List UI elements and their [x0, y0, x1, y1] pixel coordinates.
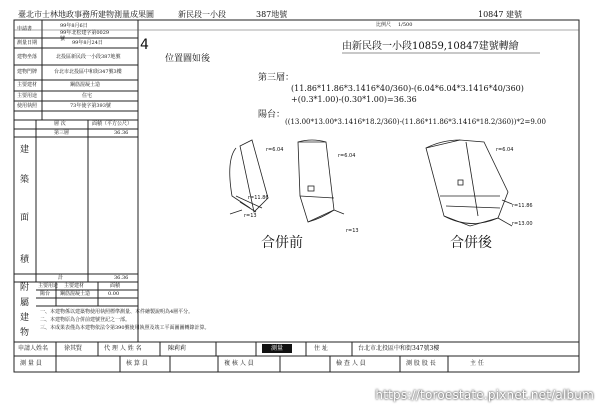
row-label-survey-date: 測量日期	[17, 40, 38, 46]
floor-formula-line-2: +(0.3*1.00)-(0.30*1.00)=36.36	[291, 95, 417, 104]
attached-header-area: 面積	[110, 283, 121, 289]
reviewer-label: 複 核 人 員	[224, 360, 254, 367]
dim-label-7: r=11.86	[512, 203, 533, 209]
attached-label-1: 附	[20, 283, 30, 293]
attached-label-3: 建	[20, 313, 30, 323]
row-label-application: 申請書	[17, 26, 33, 32]
land-number: 387地號	[256, 10, 288, 19]
dim-label-5: r=13	[346, 228, 359, 234]
row-value-material: 鋼筋混凝土造	[70, 82, 101, 88]
row-value-address: 台北市北投區中和街347號3樓	[54, 69, 122, 75]
after-dim-box	[458, 180, 463, 185]
attached-row-area: 0.00	[108, 291, 120, 297]
after-divider	[466, 142, 478, 216]
checker-label: 核 算 員	[126, 360, 148, 367]
vertical-label-building-2: 築	[20, 175, 30, 185]
floor-name: 第三層	[54, 130, 70, 136]
agent-label: 代 理 人 姓 名	[104, 345, 142, 352]
after-arc-bottom	[444, 216, 498, 224]
vertical-label-building-1: 建	[20, 145, 30, 155]
note-3: 三、本成果表僅為本建物依法令第390號使用執照及竣工平面圖圖轉錄計算。	[40, 325, 210, 331]
dim-label-6: r=11.86	[248, 195, 269, 201]
position-note: 位置圖如後	[165, 54, 211, 64]
section-name: 新民段一小段	[178, 10, 226, 19]
row-label-location: 建物坐落	[17, 54, 38, 60]
row-value-usage: 住宅	[82, 93, 93, 99]
before-hatch-3	[300, 196, 334, 198]
dim-label-8: r=13.00	[512, 221, 533, 227]
balcony-formula: ((13.00*13.00*3.1416*18.2/360)-(11.86*11.86*3.1416*18.2/360))*2=9.00	[285, 118, 546, 126]
attached-label-2: 屬	[20, 298, 30, 308]
after-label: 合併後	[450, 235, 492, 251]
row-label-address: 建物門牌	[17, 69, 38, 75]
row-label-material: 主要建材	[17, 82, 38, 88]
note-1: 一、本建物係以建築物使用執照標準測量、本件繪製說明為4層平分。	[40, 309, 194, 315]
building-number: 10847 建號	[478, 10, 522, 19]
dim-label-4: r=13	[244, 213, 257, 219]
inspector-label: 檢 查 人 員	[336, 360, 366, 367]
leader-1	[230, 210, 242, 214]
surveyor-label: 測 量 員	[20, 360, 42, 367]
floor-formula-label: 第三層：	[258, 73, 295, 83]
total-label: 計	[58, 275, 64, 281]
before-label: 合併前	[261, 235, 303, 251]
leader-3	[498, 218, 512, 226]
vertical-label-building-4: 積	[20, 255, 30, 265]
attached-header-use: 主要用途	[38, 283, 59, 289]
total-value: 36.36	[114, 275, 129, 281]
row-value-location: 北投區新民段一小段387地號	[56, 54, 121, 60]
before-sector-left	[240, 140, 268, 212]
area-header-floor: 層 次	[54, 121, 66, 127]
after-hatch-2	[446, 206, 500, 208]
attached-row-use: 陽台	[40, 291, 51, 297]
attached-row-material: 鋼筋混凝土造	[60, 291, 91, 297]
agent-value: 陳莉莉	[168, 345, 187, 352]
document-title: 臺北市士林地政事務所建物測量成果圖	[18, 10, 154, 19]
attached-header-material: 主要建材	[64, 283, 85, 289]
address-value: 台北市北投區中和街347號3樓	[358, 345, 440, 352]
applicant-label: 申請人姓名	[18, 345, 49, 352]
dim-label-3: r=6.04	[496, 147, 514, 153]
survey-stamp: 測量	[262, 344, 292, 353]
row-value-license: 73年使字第393號	[70, 103, 111, 109]
row-value-application: 99年8月6日 99年北松建字第0029 號	[60, 23, 110, 42]
row-label-license: 使用執照	[17, 103, 38, 109]
page-number: 4	[140, 37, 149, 53]
drawing-heading: 由新民段一小段10859,10847建號轉繪	[342, 41, 519, 52]
floor-area: 36.36	[114, 130, 129, 136]
watermark: https://toroestate.pixnet.net/album	[375, 388, 594, 402]
floor-formula-line-1: (11.86*11.86*3.1416*40/360)-(6.04*6.04*3.1416*40/360)	[291, 84, 524, 93]
scale-label: 比例尺	[376, 22, 392, 28]
balcony-formula-label: 陽台：	[258, 110, 286, 120]
before-dim-box	[308, 186, 314, 191]
row-value-survey-date: 99年8月24日	[72, 40, 103, 46]
dim-label-2: r=6.04	[338, 153, 356, 159]
vertical-label-building-3: 面	[20, 213, 30, 223]
area-header-area: 面積（平方公尺）	[92, 121, 133, 127]
chief-label: 測 股 股 長	[406, 360, 436, 367]
note-2: 二、本建物原為合併前建號登記之一部。	[40, 317, 131, 323]
row-label-usage: 主要用途	[17, 93, 38, 99]
before-sector-right	[298, 142, 334, 222]
applicant-value: 徐其賢	[64, 345, 83, 352]
dim-label-1: r=6.04	[266, 147, 284, 153]
attached-label-4: 物	[20, 328, 30, 338]
before-hatch-2	[240, 202, 256, 212]
leader-2	[334, 210, 344, 214]
scale-value: 1/500	[398, 22, 413, 28]
address-label: 住 址	[314, 345, 328, 352]
director-label: 主 任	[470, 360, 484, 367]
